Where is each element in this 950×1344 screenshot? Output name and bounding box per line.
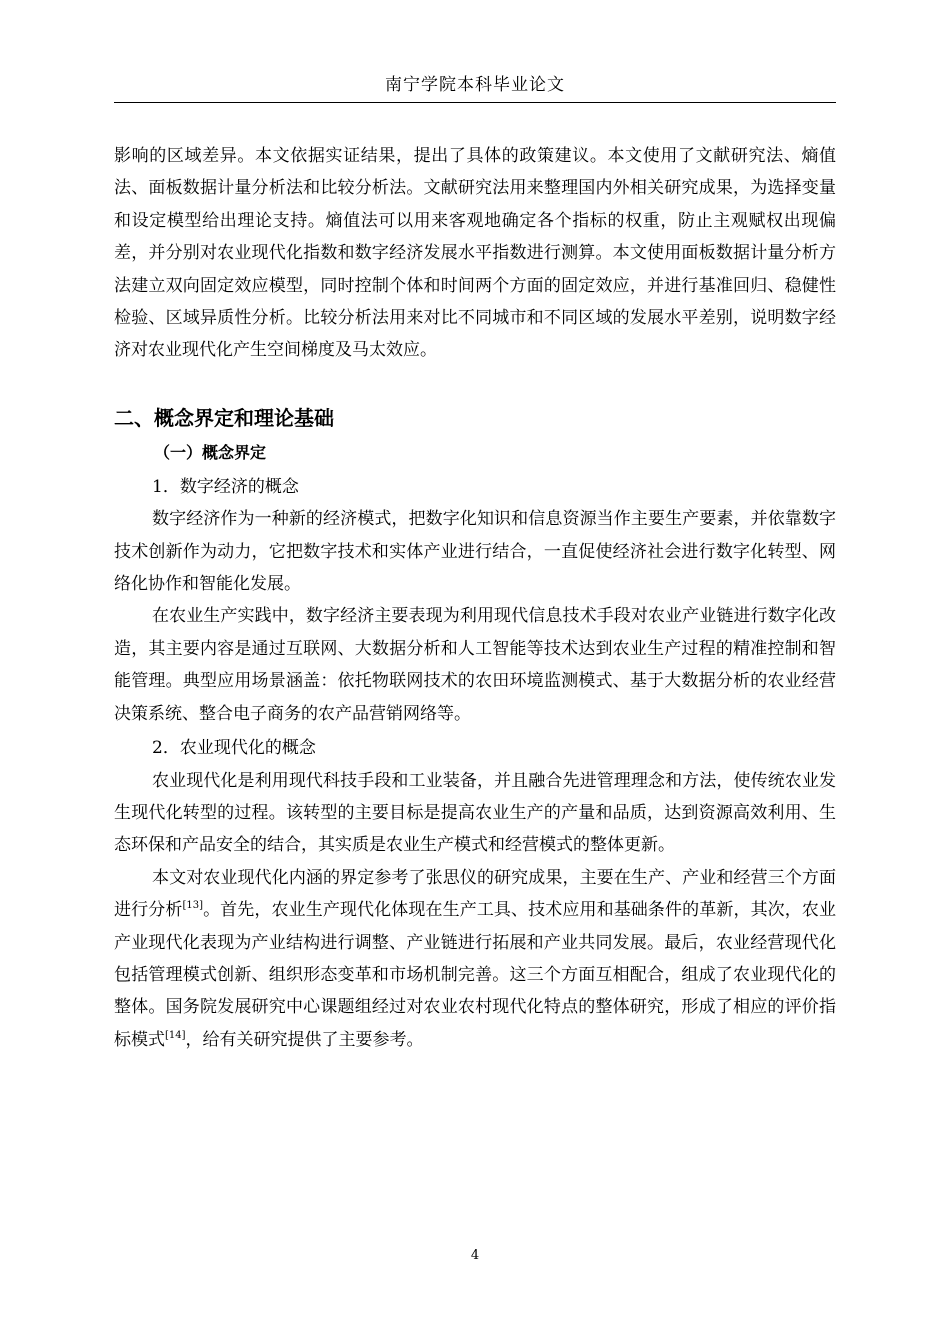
page-number: 4 — [470, 1248, 480, 1263]
page-header-title: 南宁学院本科毕业论文 — [385, 75, 565, 95]
agri-modernization-heading: 2．农业现代化的概念 — [152, 738, 316, 759]
header-divider — [114, 102, 836, 103]
digital-economy-heading: 1．数字经济的概念 — [152, 476, 299, 497]
section-heading: 二、概念界定和理论基础 — [114, 405, 334, 430]
citation-14: [14] — [165, 1029, 186, 1041]
digital-economy-paragraph-2: 在农业生产实践中，数字经济主要表现为利用现代信息技术手段对农业产业链进行数字化改造，其主要内容是通过互联网、大数据分析和人工智能等技术达到农业生产过程的精准控制和智能管理。典型应用场景涵盖：依托物联网技术的农田环境监测模式、基于大数据分析的农业经营决策系统、整合电子商务的农产品营销网络等。 — [114, 606, 836, 724]
agri-modernization-paragraph-2 — [114, 862, 836, 1056]
citation-13: [13] — [182, 900, 203, 912]
intro-paragraph: 影响的区域差异。本文依据实证结果，提出了具体的政策建议。本文使用了文献研究法、熵值法、面板数据计量分析法和比较分析法。文献研究法用来整理国内外相关研究成果，为选择变量和设定模型给出理论支持。熵值法可以用来客观地确定各个指标的权重，防止主观赋权出现偏差，并分别对农业现代化指数和数字经济发展水平指数进行测算。本文使用面板数据计量分析方法建立双向固定效应模型，同时控制个体和时间两个方面的固定效应，并进行基准回归、稳健性检验、区域异质性分析。比较分析法用来对比不同城市和不同区域的发展水平差别，说明数字经济对农业现代化产生空间梯度及马太效应。 — [114, 146, 836, 361]
document-body — [114, 140, 836, 1056]
paragraph-text-part-2: 。首先，农业生产现代化体现在生产工具、技术应用和基础条件的革新，其次，农业产业现代化表现为产业结构进行调整、产业链进行拓展和产业共同发展。最后，农业经营现代化包括管理模式创新、组织形态变革和市场机制完善。这三个方面互相配合，组成了农业现代化的整体。国务院发展研究中心课题组经过对农业农村现代化特点的整体研究，形成了相应的评价指标模式 — [114, 900, 836, 1050]
digital-economy-paragraph-1: 数字经济作为一种新的经济模式，把数字化知识和信息资源当作主要生产要素，并依靠数字技术创新作为动力，它把数字技术和实体产业进行结合，一直促使经济社会进行数字化转型、网络化协作和智能化发展。 — [114, 509, 836, 595]
subsection-heading: （一）概念界定 — [154, 442, 267, 462]
paragraph-text-part-1: 本文对农业现代化内涵的界定参考了张思仪的研究成果，主要在生产、产业和经营三个方面进行分析 — [114, 867, 836, 921]
paragraph-text-part-3: ，给有关研究提供了主要参考。 — [185, 1029, 424, 1050]
agri-modernization-paragraph-1: 农业现代化是利用现代科技手段和工业装备，并且融合先进管理理念和方法，使传统农业发生现代化转型的过程。该转型的主要目标是提高农业生产的产量和品质，达到资源高效利用、生态环保和产品安全的结合，其实质是农业生产模式和经营模式的整体更新。 — [114, 770, 836, 856]
